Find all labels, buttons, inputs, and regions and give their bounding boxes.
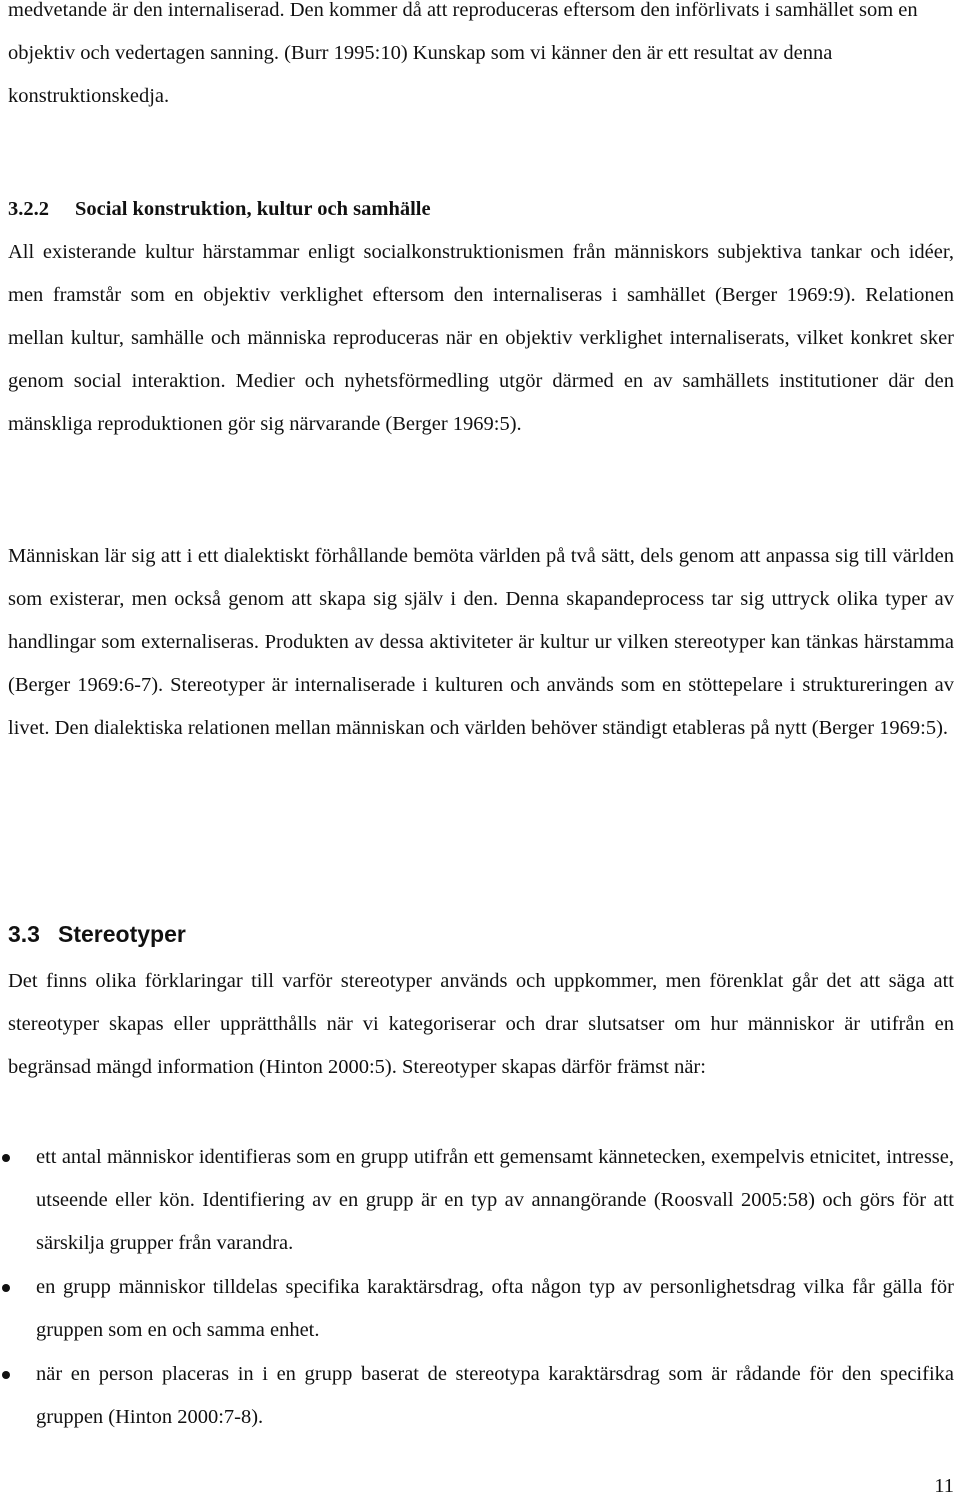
bullet-icon [2,1284,10,1292]
list-item-text: en grupp människor tilldelas specifika karaktärsdrag, ofta någon typ av personlighetsdrag vilka får gälla för gruppen som en och samma enhet. [36,1276,954,1341]
bullet-list [0,1136,954,1440]
bullet-icon [2,1371,10,1379]
section-number: 3.2.2 [8,198,49,220]
body-paragraph: All existerande kultur härstammar enligt socialkonstruktionismen från människors subjektiva tankar och idéer, men framstår som en objektiv verklighet eftersom den internaliseras i samhället (Berger 1969:9). Relationen mellan kultur, samhälle och människa reproduceras när en objektiv verklighet internaliserats, vilket konkret sker genom social interaktion. Medier och nyhetsförmedling utgör därmed en av samhällets institutioner där den mänskliga reproduktionen gör sig närvarande (Berger 1969:5). [8,241,954,435]
body-paragraph: Det finns olika förklaringar till varför stereotyper används och uppkommer, men förenklat går det att säga att stereotyper skapas eller upprätthålls när vi kategoriserar och drar slutsatser om hur människor är utifrån en begränsad mängd information (Hinton 2000:5). Stereotyper skapas därför främst när: [8,970,954,1078]
list-item [0,1266,954,1352]
list-item-text: när en person placeras in i en grupp baserat de stereotypa karaktärsdrag som är rådande för den specifika gruppen (Hinton 2000:7-8). [36,1363,954,1428]
intro-paragraph: medvetande är den internaliserad. Den kommer då att reproduceras eftersom den införlivats i samhället som en objektiv och vedertagen sanning. (Burr 1995:10) Kunskap som vi känner den är ett resultat av denna konstruktionskedja. [8,0,918,107]
bullet-icon [2,1154,10,1162]
section-title: Stereotyper [57,921,186,947]
section-heading-3-3 [8,914,186,954]
list-item [0,1353,954,1439]
page-number: 11 [934,1475,954,1497]
list-item-text: ett antal människor identifieras som en grupp utifrån ett gemensamt kännetecken, exempelvis etnicitet, intresse, utseende eller kön. Identifiering av en grupp är en typ av annangörande (Roosvall 2005:58) och görs för att särskilja grupper från varandra. [36,1146,954,1254]
list-item [0,1136,954,1265]
body-paragraph: Människan lär sig att i ett dialektiskt förhållande bemöta världen på två sätt, dels genom att anpassa sig till världen som existerar, men också genom att skapa sig själv i den. Denna skapandeprocess tar sig uttryck olika typer av handlingar som externaliseras. Produkten av dessa aktiviteter är kultur ur vilken stereotyper kan tänkas härstamma (Berger 1969:6-7). Stereotyper är internaliserade i kulturen och används som en stöttepelare i struktureringen av livet. Den dialektiska relationen mellan människan och världen behöver ständigt etableras på nytt (Berger 1969:5). [8,545,954,739]
section-title: Social konstruktion, kultur och samhälle [75,198,431,220]
section-number: 3.3 [8,921,40,947]
section-heading-3-2-2 [8,191,431,227]
